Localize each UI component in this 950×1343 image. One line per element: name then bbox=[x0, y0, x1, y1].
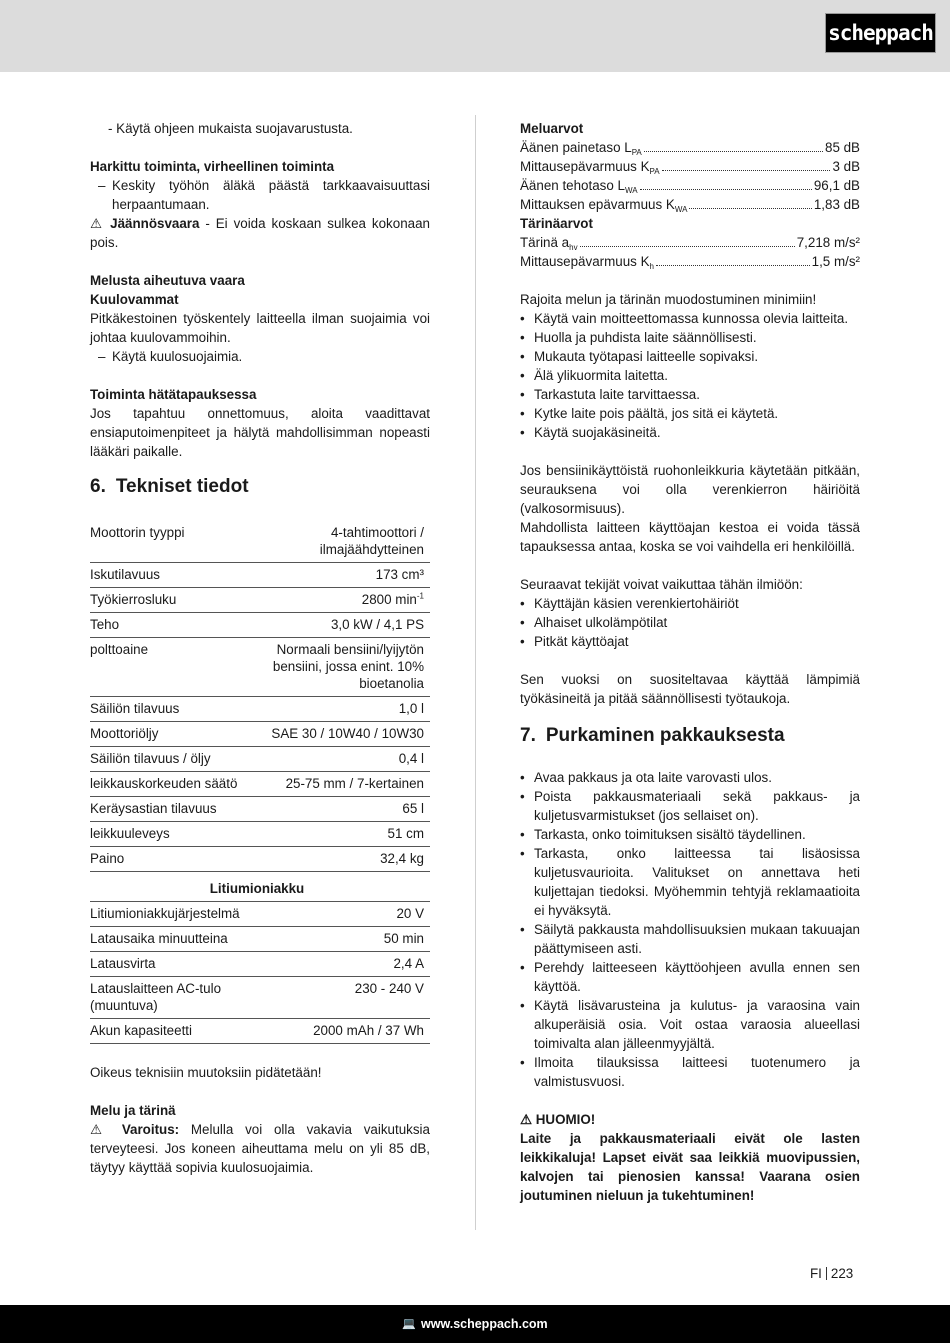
bullet-item: • Ilmoita tilauksissa laitteesi tuotenumero ja valmistusvuosi. bbox=[520, 1055, 860, 1089]
dot-leader bbox=[580, 246, 795, 247]
spec-label: Paino bbox=[90, 847, 250, 872]
bullet-item: • Tarkastuta laite tarvittaessa. bbox=[520, 387, 700, 402]
paragraph: Rajoita melun ja tärinän muodostuminen minimiin! bbox=[520, 292, 817, 307]
bullet-item: • Avaa pakkaus ja ota laite varovasti ulos. bbox=[520, 770, 772, 785]
spec-row bbox=[90, 563, 430, 588]
bullet-item: • Huolla ja puhdista laite säännöllisesti. bbox=[520, 330, 757, 345]
bullet-item: • Perehdy laitteeseen käyttöohjeen avulla ennen sen käyttöä. bbox=[520, 960, 860, 994]
spec-value: 4-tahtimoottori / ilmajäähdytteinen bbox=[250, 521, 430, 563]
bullet-icon: • bbox=[520, 770, 525, 785]
bullet-icon: • bbox=[520, 311, 525, 326]
bullet-item: • Säilytä pakkausta mahdollisuuksien mukaan takuuajan päättymiseen asti. bbox=[520, 922, 860, 956]
bullet-item: • Poista pakkausmateriaali sekä pakkaus- ja kuljetusvarmistukset (jos sellaiset on). bbox=[520, 789, 860, 823]
value-row bbox=[520, 176, 860, 195]
warning-icon: ⚠ bbox=[520, 1112, 533, 1127]
bullet-item: • Mukauta työtapasi laitteelle sopivaksi. bbox=[520, 349, 759, 364]
bullet-item: • Käyttäjän käsien verenkiertohäiriöt bbox=[520, 596, 739, 611]
bullet-item: • Kytke laite pois päältä, jos sitä ei käytetä. bbox=[520, 406, 779, 421]
bullet-icon: • bbox=[520, 368, 525, 383]
spec-value: 20 V bbox=[250, 902, 430, 927]
heading-unpacking: 7. Purkaminen pakkauksesta bbox=[520, 725, 785, 746]
spec-row bbox=[90, 747, 430, 772]
bullet-icon: • bbox=[520, 349, 525, 364]
bullet-icon: • bbox=[520, 998, 525, 1013]
bullet-icon: • bbox=[520, 406, 525, 421]
list-item: – Käytä kuulosuojaimia. bbox=[98, 349, 243, 364]
spec-row bbox=[90, 847, 430, 872]
spec-label: Latausaika minuutteina bbox=[90, 927, 250, 952]
spec-label: leikkauskorkeuden säätö bbox=[90, 772, 250, 797]
spec-label: Teho bbox=[90, 613, 250, 638]
value-label: Mittausepävarmuus $K_{PA}$ bbox=[520, 159, 660, 176]
spec-value: 51 cm bbox=[250, 822, 430, 847]
spec-label: Latauslaitteen AC-tulo (muuntuva) bbox=[90, 977, 250, 1019]
value-label: Äänen tehotaso $L_{WA}$ bbox=[520, 178, 638, 195]
bullet-item: • Käytä lisävarusteina ja kulutus- ja varaosina vain alkuperäisiä osia. Voit ostaa varaosia alueellasi toimivalta alan jälleenmyyjältä. bbox=[520, 998, 860, 1051]
value: 3 dB bbox=[832, 159, 860, 174]
spec-value: 230 - 240 V bbox=[250, 977, 430, 1019]
value: 1,83 dB bbox=[813, 197, 860, 212]
spec-row bbox=[90, 927, 430, 952]
bullet-icon: • bbox=[520, 789, 525, 804]
value-label: Mittauksen epävarmuus $K_{WA}$ bbox=[520, 197, 688, 214]
section-title: Tärinäarvot bbox=[520, 216, 593, 231]
page-header bbox=[0, 0, 950, 72]
warning-icon: ⚠ bbox=[90, 1122, 111, 1137]
value: 1,5 m/s² bbox=[811, 254, 860, 269]
spec-row bbox=[90, 697, 430, 722]
value-label: Tärinä $a_{hv}$ bbox=[520, 235, 578, 252]
section-title: Melusta aiheutuva vaara bbox=[90, 273, 245, 288]
spec-value: Normaali bensiini/lyijytön bensiini, jossa enint. 10% bioetanolia bbox=[250, 638, 430, 697]
spec-row bbox=[90, 977, 430, 1019]
value-row bbox=[520, 195, 860, 214]
bullet-item: • Käytä suojakäsineitä. bbox=[520, 425, 661, 440]
list-item: – Keskity työhön äläkä päästä tarkkaavaisuuttasi herpaantumaan. bbox=[98, 178, 430, 212]
spec-label: polttoaine bbox=[90, 638, 250, 697]
note-text: Laite ja pakkausmateriaali eivät ole lasten leikkikaluja! Lapset eivät saa leikkiä muovipussien, kalvojen tai pienosien kanssa! Vaarana osien joutuminen nieluun ja tukehtuminen! bbox=[520, 1131, 860, 1203]
value: 96,1 dB bbox=[813, 178, 860, 193]
section-title: Harkittu toiminta, virheellinen toiminta bbox=[90, 159, 335, 174]
spec-value: 2,4 A bbox=[250, 952, 430, 977]
spec-value: 25-75 mm / 7-kertainen bbox=[250, 772, 430, 797]
value-row bbox=[520, 157, 860, 176]
spec-value: 2800 $\min^{-1}$ bbox=[250, 588, 430, 613]
spec-value: 32,4 kg bbox=[250, 847, 430, 872]
column-divider bbox=[475, 115, 476, 1230]
spec-value: 1,0 l bbox=[250, 697, 430, 722]
bullet-icon: • bbox=[520, 330, 525, 345]
warning-paragraph: ⚠ Jäännösvaara - Ei voida koskaan sulkea kokonaan pois. bbox=[90, 216, 430, 250]
spec-value: 0,4 l bbox=[250, 747, 430, 772]
spec-label: Säiliön tilavuus bbox=[90, 697, 250, 722]
bullet-item: • Tarkasta, onko toimituksen sisältö täydellinen. bbox=[520, 827, 806, 842]
spec-value: SAE 30 / 10W40 / 10W30 bbox=[250, 722, 430, 747]
bullet-icon: • bbox=[520, 1055, 525, 1070]
spec-row bbox=[90, 1019, 430, 1044]
paragraph: Sen vuoksi on suositeltavaa käyttää lämpimiä työkäsineitä ja pitää säännöllisesti työtaukoja. bbox=[520, 672, 860, 706]
bullet-item: • Käytä vain moitteettomassa kunnossa olevia laitteita. bbox=[520, 311, 849, 326]
paragraph: Jos bensiinikäyttöistä ruohonleikkuria käytetään pitkään, seurauksena voi olla verenkierron häiriöitä (valkosormisuus). bbox=[520, 463, 860, 516]
spec-row bbox=[90, 638, 430, 697]
spec-label: Litiumioniakkujärjestelmä bbox=[90, 902, 250, 927]
heading-technical-data: 6. Tekniset tiedot bbox=[90, 476, 249, 497]
dot-leader bbox=[640, 189, 812, 190]
rights-note: Oikeus teknisiin muutoksiin pidätetään! bbox=[90, 1065, 322, 1080]
bullet-item: • Pitkät käyttöajat bbox=[520, 634, 629, 649]
warning-paragraph: ⚠ Varoitus: Melulla voi olla vakavia vaikutuksia terveyteesi. Jos koneen aiheuttama melu on yli 85 dB, täytyy käyttää sopivia kuulosuojaimia. bbox=[90, 1122, 430, 1175]
section-title: Toiminta hätätapauksessa bbox=[90, 387, 257, 402]
spec-value: 65 l bbox=[250, 797, 430, 822]
spec-value: 3,0 kW / 4,1 PS bbox=[250, 613, 430, 638]
bullet-item: • Älä ylikuormita laitetta. bbox=[520, 368, 668, 383]
value-label: Mittausepävarmuus $K_h$ bbox=[520, 254, 654, 271]
paragraph: Mahdollista laitteen käyttöajan kestoa ei voida tässä tapauksessa antaa, koska se voi vaihdella eri henkilöillä. bbox=[520, 520, 860, 554]
bullet-icon: • bbox=[520, 596, 525, 611]
spec-value: 2000 mAh / 37 Wh bbox=[250, 1019, 430, 1044]
scheppach-logo: scheppach bbox=[825, 13, 936, 53]
spec-label: Työkierrosluku bbox=[90, 588, 250, 613]
value: 7,218 m/s² bbox=[796, 235, 860, 250]
value: 85 dB bbox=[825, 140, 860, 155]
intro-item: - Käytä ohjeen mukaista suojavarustusta. bbox=[108, 121, 353, 136]
spec-row bbox=[90, 521, 430, 563]
paragraph: Seuraavat tekijät voivat vaikuttaa tähän ilmiöön: bbox=[520, 577, 803, 592]
spec-label: Iskutilavuus bbox=[90, 563, 250, 588]
bullet-icon: • bbox=[520, 922, 525, 937]
website-link[interactable]: www.scheppach.com bbox=[421, 1316, 548, 1331]
dot-leader bbox=[644, 151, 823, 152]
spec-row bbox=[90, 952, 430, 977]
spec-label: Moottoriöljy bbox=[90, 722, 250, 747]
section-subtitle: Kuulovammat bbox=[90, 292, 179, 307]
note-title: ⚠ HUOMIO! bbox=[520, 1112, 596, 1127]
spec-label: leikkuuleveys bbox=[90, 822, 250, 847]
warning-icon: ⚠ bbox=[90, 216, 105, 231]
spec-value: 50 min bbox=[250, 927, 430, 952]
bullet-item: • Tarkasta, onko laitteessa tai lisäosissa kuljetusvaurioita. Valitukset on annettava heti kuljettajan tiedoksi. Myöhemmin tehtyjä reklamaatioita ei hyväksytä. bbox=[520, 846, 860, 918]
dot-leader bbox=[689, 208, 811, 209]
spec-label: Latausvirta bbox=[90, 952, 250, 977]
specs-table bbox=[90, 521, 430, 1044]
spec-label: Akun kapasiteetti bbox=[90, 1019, 250, 1044]
bullet-icon: • bbox=[520, 960, 525, 975]
bullet-icon: • bbox=[520, 615, 525, 630]
bullet-icon: • bbox=[520, 425, 525, 440]
value-label: Äänen painetaso $L_{PA}$ bbox=[520, 140, 642, 157]
bullet-icon: • bbox=[520, 634, 525, 649]
page-number: FI 223 bbox=[810, 1266, 854, 1281]
spec-row bbox=[90, 588, 430, 613]
page-footer bbox=[0, 1305, 950, 1343]
spec-label: Moottorin tyyppi bbox=[90, 521, 250, 563]
value-row bbox=[520, 233, 860, 252]
spec-row bbox=[90, 797, 430, 822]
dot-leader bbox=[662, 170, 831, 171]
left-column bbox=[90, 119, 430, 1177]
computer-icon: 💻 bbox=[402, 1317, 417, 1330]
section-title: Melu ja tärinä bbox=[90, 1103, 176, 1118]
spec-label: Keräysastian tilavuus bbox=[90, 797, 250, 822]
bullet-icon: • bbox=[520, 846, 525, 861]
spec-row bbox=[90, 613, 430, 638]
spec-row bbox=[90, 822, 430, 847]
bullet-icon: • bbox=[520, 387, 525, 402]
spec-row bbox=[90, 772, 430, 797]
section-title: Meluarvot bbox=[520, 121, 584, 136]
battery-subheading: Litiumioniakku bbox=[90, 872, 430, 902]
paragraph: Pitkäkestoinen työskentely laitteella ilman suojaimia voi johtaa kuulovammoihin. bbox=[90, 311, 430, 345]
spec-value: 173 cm³ bbox=[250, 563, 430, 588]
spec-row bbox=[90, 902, 430, 927]
value-row bbox=[520, 138, 860, 157]
right-column bbox=[520, 119, 860, 1205]
paragraph: Jos tapahtuu onnettomuus, aloita vaadittavat ensiaputoimenpiteet ja hälytä mahdollisimman nopeasti lääkäri paikalle. bbox=[90, 406, 430, 459]
spec-row bbox=[90, 722, 430, 747]
bullet-icon: • bbox=[520, 827, 525, 842]
bullet-item: • Alhaiset ulkolämpötilat bbox=[520, 615, 668, 630]
value-row bbox=[520, 252, 860, 271]
spec-label: Säiliön tilavuus / öljy bbox=[90, 747, 250, 772]
dot-leader bbox=[656, 265, 810, 266]
